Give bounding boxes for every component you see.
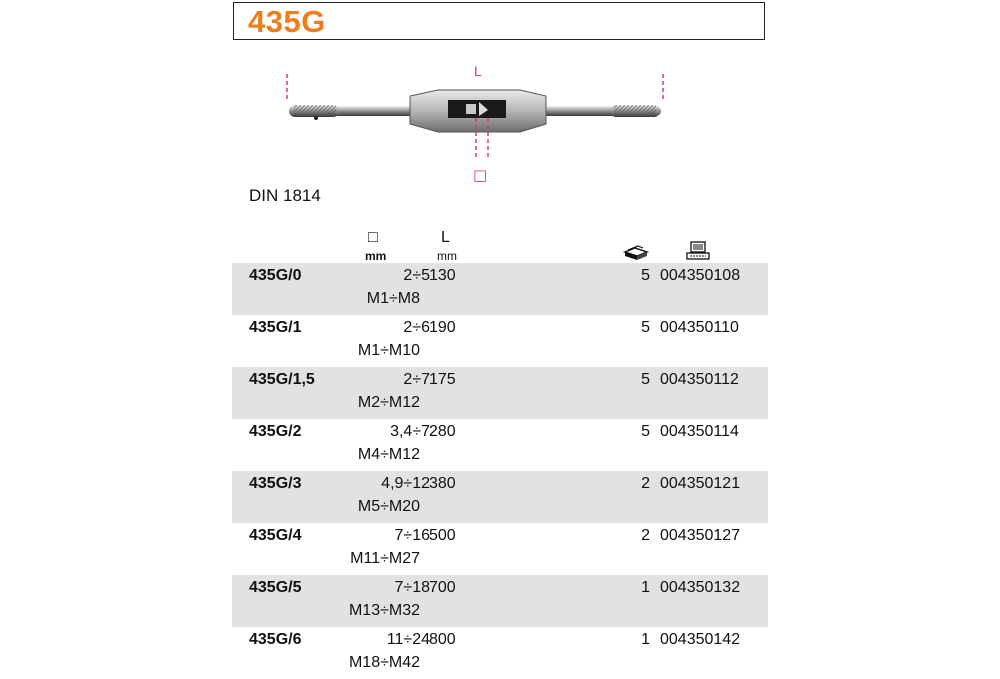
- square-range: 4,9÷12: [381, 475, 430, 492]
- article-number: 004350132: [660, 579, 741, 596]
- pack-quantity: 2: [641, 527, 650, 544]
- square-range: 2÷6: [403, 319, 430, 336]
- metric-range: M2÷M12: [357, 394, 420, 411]
- pack-quantity: 1: [641, 579, 650, 596]
- square-range: 3,4÷7: [390, 423, 430, 440]
- square-range: 7÷16: [394, 527, 430, 544]
- title-box: [233, 2, 765, 40]
- pack-quantity: 5: [641, 319, 650, 336]
- length-value: 280: [429, 423, 456, 440]
- length-value: 800: [429, 631, 456, 648]
- pack-quantity: 5: [641, 371, 650, 388]
- square-range: 11÷24: [386, 631, 430, 648]
- table-row: [232, 315, 768, 367]
- length-column-header: L: [441, 229, 450, 246]
- article-number: 004350127: [660, 527, 741, 544]
- product-code: 435G/6: [249, 631, 302, 648]
- square-label: □: [473, 166, 488, 184]
- pack-quantity: 5: [641, 267, 650, 284]
- pack-quantity: 5: [641, 423, 650, 440]
- article-number: 004350110: [660, 319, 739, 336]
- length-value: 700: [429, 579, 456, 596]
- table-row: [232, 627, 768, 679]
- square-unit: mm: [365, 249, 387, 263]
- product-code: 435G/2: [249, 423, 302, 440]
- metric-range: M4÷M12: [357, 446, 420, 463]
- square-range: 7÷18: [394, 579, 430, 596]
- metric-range: M1÷M10: [357, 342, 420, 359]
- product-table: [232, 263, 768, 679]
- length-value: 130: [429, 267, 456, 284]
- computer-terminal-icon: [686, 241, 710, 261]
- length-value: 380: [429, 475, 456, 492]
- length-value: 500: [429, 527, 456, 544]
- article-number: 004350114: [660, 423, 739, 440]
- article-number: 004350142: [660, 631, 741, 648]
- table-row: [232, 263, 768, 315]
- metric-range: M18÷M42: [348, 654, 420, 671]
- square-column-header: □: [368, 229, 378, 246]
- table-row: [232, 367, 768, 419]
- pack-quantity: 2: [641, 475, 650, 492]
- box-pack-icon: [623, 243, 649, 261]
- length-value: 190: [429, 319, 456, 336]
- standard-label: DIN 1814: [249, 186, 321, 205]
- metric-range: M1÷M8: [366, 290, 420, 307]
- table-row: [232, 523, 768, 575]
- table-row: [232, 575, 768, 627]
- product-code: 435G/5: [249, 579, 302, 596]
- pack-quantity: 1: [641, 631, 650, 648]
- product-code: 435G/4: [249, 527, 302, 544]
- product-title: 435G: [248, 4, 326, 39]
- table-row: [232, 419, 768, 471]
- article-number: 004350108: [660, 267, 741, 284]
- article-number: 004350121: [660, 475, 741, 492]
- square-range: 2÷7: [403, 371, 430, 388]
- metric-range: M11÷M27: [350, 550, 420, 567]
- length-value: 175: [429, 371, 456, 388]
- length-label: L: [474, 63, 482, 79]
- product-code: 435G/1: [249, 319, 302, 336]
- article-number: 004350112: [660, 371, 739, 388]
- metric-range: M13÷M32: [348, 602, 420, 619]
- tap-wrench-illustration: [270, 60, 680, 190]
- product-code: 435G/0: [249, 267, 302, 284]
- product-code: 435G/3: [249, 475, 302, 492]
- product-code: 435G/1,5: [249, 371, 315, 388]
- table-row: [232, 471, 768, 523]
- square-range: 2÷5: [403, 267, 430, 284]
- metric-range: M5÷M20: [357, 498, 420, 515]
- length-unit: mm: [437, 249, 457, 263]
